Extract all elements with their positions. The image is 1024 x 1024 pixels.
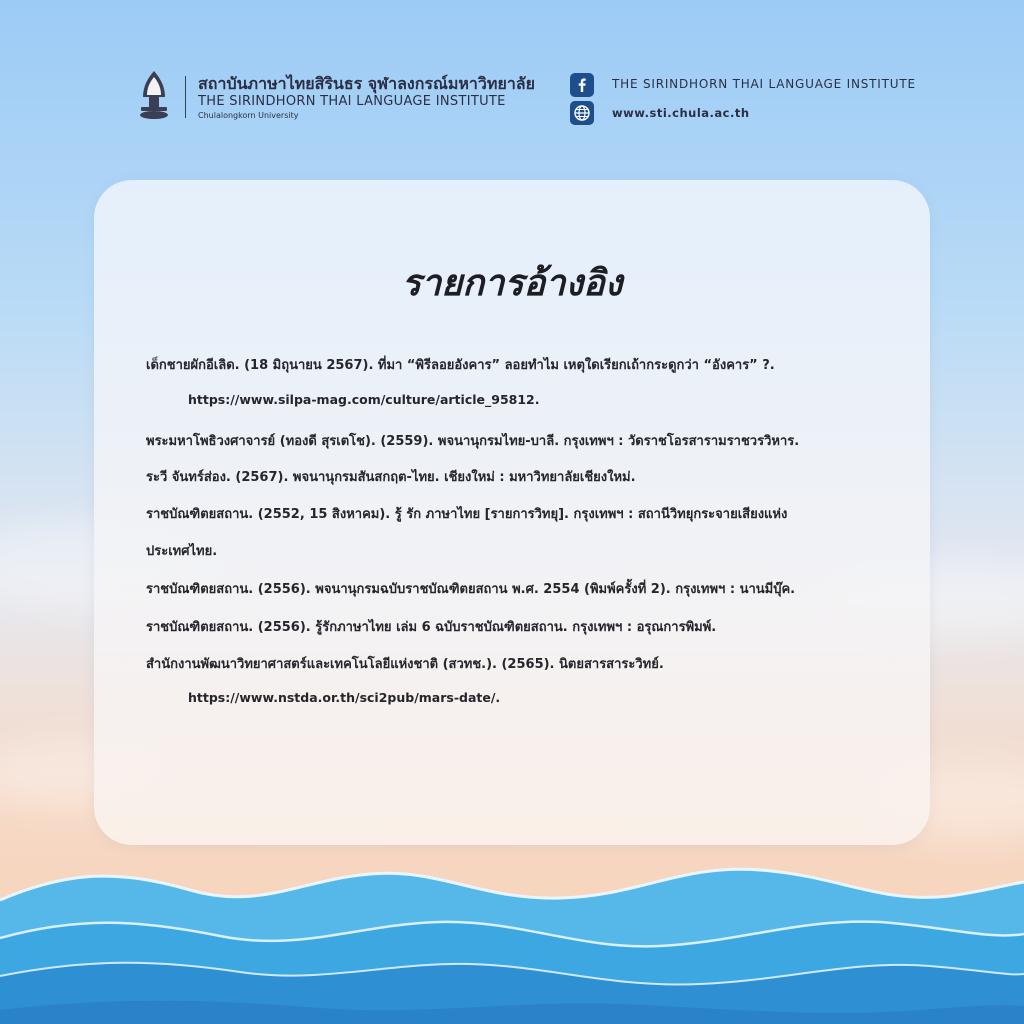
facebook-page-name[interactable]: THE SIRINDHORN THAI LANGUAGE INSTITUTE — [612, 77, 916, 91]
reference-item: พระมหาโพธิวงศาจารย์ (ทองดี สุรเตโช). (2559). พจนานุกรมไทย-บาลี. กรุงเทพฯ : วัดราชโอรสารามราชวรวิหาร. — [146, 434, 800, 449]
emblem-icon — [137, 69, 171, 121]
ocean-waves — [0, 860, 1024, 1024]
logo-divider — [185, 76, 186, 118]
globe-icon[interactable] — [570, 101, 594, 125]
university-name: Chulalongkorn University — [198, 111, 299, 120]
references-card — [94, 180, 930, 845]
reference-item: ราชบัณฑิตยสถาน. (2556). รู้รักภาษาไทย เล่ม 6 ฉบับราชบัณฑิตยสถาน. กรุงเทพฯ : อรุณการพิมพ์. — [146, 620, 717, 635]
reference-url[interactable]: https://www.silpa-mag.com/culture/article_95812. — [188, 392, 540, 407]
reference-item: สำนักงานพัฒนาวิทยาศาสตร์และเทคโนโลยีแห่งชาติ (สวทช.). (2565). นิตยสารสาระวิทย์. — [146, 657, 664, 672]
reference-item: ราชบัณฑิตยสถาน. (2556). พจนานุกรมฉบับราชบัณฑิตยสถาน พ.ศ. 2554 (พิมพ์ครั้งที่ 2). กรุงเทพฯ : นานมีบุ๊ค. — [146, 582, 796, 597]
page-title: รายการอ้างอิง — [401, 263, 623, 304]
header — [0, 0, 1024, 150]
reference-item-continued: ประเทศไทย. — [146, 544, 218, 559]
website-link[interactable]: www.sti.chula.ac.th — [612, 106, 750, 120]
institute-name-english: THE SIRINDHORN THAI LANGUAGE INSTITUTE — [198, 94, 506, 109]
reference-item: ระวี จันทร์ส่อง. (2567). พจนานุกรมสันสกฤต-ไทย. เชียงใหม่ : มหาวิทยาลัยเชียงใหม่. — [146, 470, 636, 485]
institute-name-thai: สถาบันภาษาไทยสิรินธร จุฬาลงกรณ์มหาวิทยาลัย — [198, 74, 535, 93]
facebook-icon[interactable] — [570, 73, 594, 97]
reference-url[interactable]: https://www.nstda.or.th/sci2pub/mars-date/. — [188, 690, 501, 705]
reference-item: เด็กชายผักอีเลิด. (18 มิถุนายน 2567). ที่มา “พิรีลอยอังคาร” ลอยทำไม เหตุใดเรียกเถ้ากระดูกว่า “อังคาร” ?. — [146, 358, 775, 373]
reference-item: ราชบัณฑิตยสถาน. (2552, 15 สิงหาคม). รู้ รัก ภาษาไทย [รายการวิทยุ]. กรุงเทพฯ : สถานีวิทยุกระจายเสียงแห่ง — [146, 507, 788, 522]
